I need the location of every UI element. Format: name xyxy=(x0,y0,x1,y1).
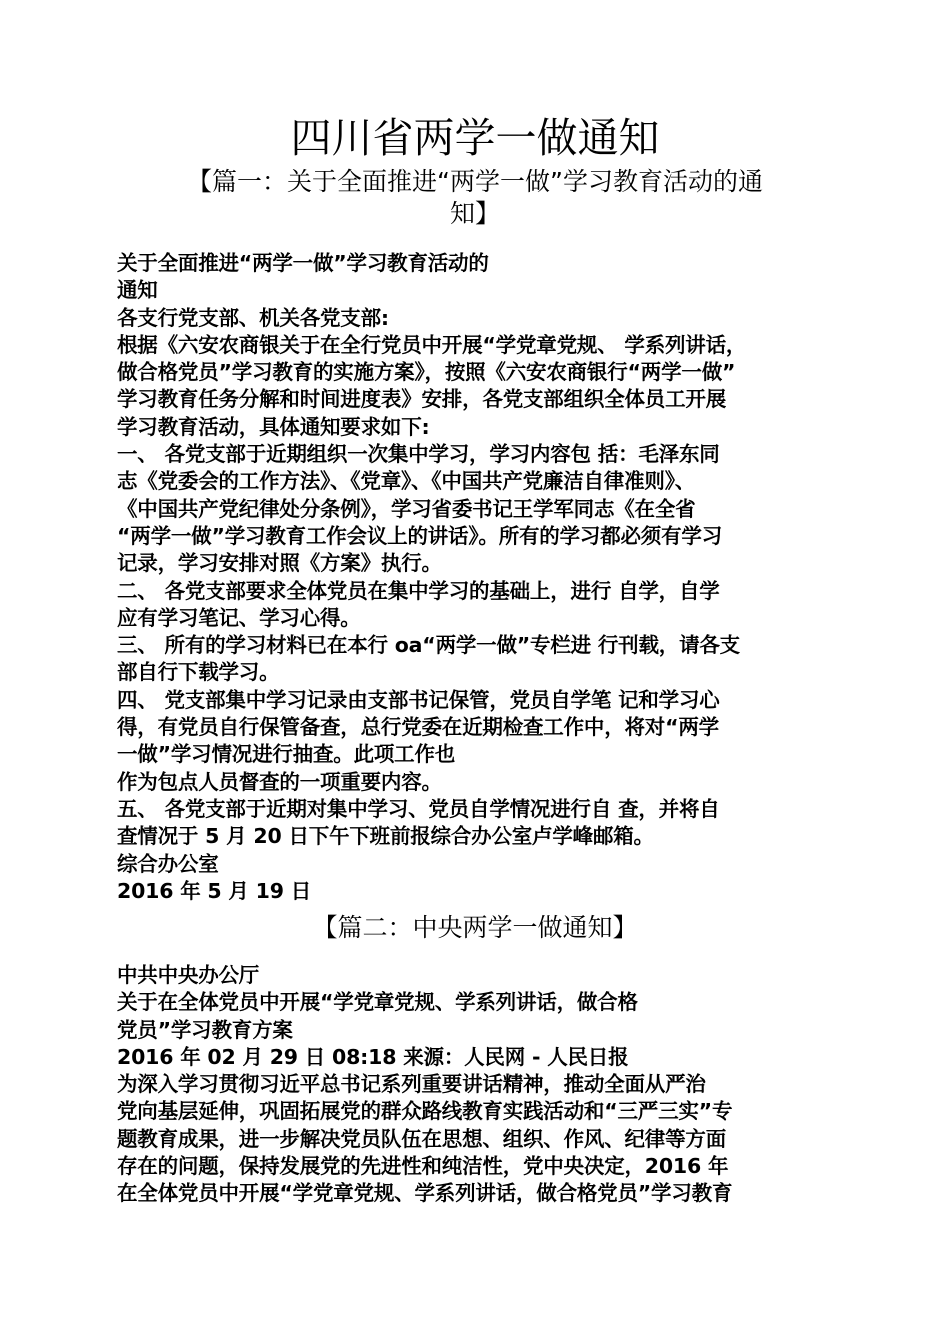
text-line: 中共中央办公厅 xyxy=(117,963,260,987)
text-line: 志《党委会的工作方法》、《党章》、《中国共产党廉洁自律准则》、 xyxy=(117,469,696,494)
part1-heading-line2: 知】 xyxy=(449,199,500,228)
text-line: 存在的问题，保持发展党的先进性和纯洁性，党中央决定，2016 年 xyxy=(117,1154,729,1179)
text-line: 一做”学习情况进行抽查。此项工作也 xyxy=(117,742,456,767)
document-title: 四川省两学一做通知 xyxy=(290,114,660,162)
signature-office: 综合办公室 xyxy=(117,851,219,876)
text-line: 五、 各党支部于近期对集中学习、党员自学情况进行自 查，并将自 xyxy=(117,796,720,821)
text-line: 记录，学习安排对照《方案》执行。 xyxy=(117,551,442,576)
text-line: 题教育成果，进一步解决党员队伍在思想、组织、作风、纪律等方面 xyxy=(117,1126,726,1151)
text-line: 做合格党员”学习教育的实施方案》，按照《六安农商银行“两学一做” xyxy=(117,360,736,385)
text-line: “两学一做”学习教育工作会议上的讲话》。所有的学习都必须有学习 xyxy=(117,523,722,548)
text-line: 《中国共产党纪律处分条例》，学习省委书记王学军同志《在全省 xyxy=(117,496,696,521)
text-line: 为深入学习贯彻习近平总书记系列重要讲话精神，推动全面从严治 xyxy=(117,1072,706,1097)
text-line: 学习教育活动，具体通知要求如下: xyxy=(117,414,430,439)
text-line: 作为包点人员督查的一项重要内容。 xyxy=(117,769,442,794)
text-line: 得，有党员自行保管备查，总行党委在近期检查工作中，将对“两学 xyxy=(117,715,719,740)
text-line: 学习教育任务分解和时间进度表》安排，各党支部组织全体员工开展 xyxy=(117,387,726,412)
text-line: 通知 xyxy=(117,278,158,303)
text-line: 关于全面推进“两学一做”学习教育活动的 xyxy=(117,251,489,275)
text-line: 部自行下载学习。 xyxy=(117,660,280,685)
text-line: 各支行党支部、机关各党支部: xyxy=(117,305,389,330)
text-line: 查情况于 5 月 20 日下午下班前报综合办公室卢学峰邮箱。 xyxy=(117,824,654,849)
part1-heading xyxy=(140,166,810,230)
text-line: 关于在全体党员中开展“学党章党规、学系列讲话，做合格 xyxy=(117,990,638,1015)
text-line: 党向基层延伸，巩固拓展党的群众路线教育实践活动和“三严三实”专 xyxy=(117,1099,733,1124)
text-line: 一、 各党支部于近期组织一次集中学习，学习内容包 括：毛泽东同 xyxy=(117,442,720,467)
part2-body xyxy=(117,962,852,1208)
part1-body xyxy=(117,250,852,905)
part1-heading-line1: 【篇一：关于全面推进“两学一做”学习教育活动的通 xyxy=(187,167,763,196)
text-line: 党员”学习教育方案 xyxy=(117,1017,293,1042)
text-line: 根据《六安农商银关于在全行党员中开展“学党章党规、 学系列讲话， xyxy=(117,332,747,357)
text-line: 二、 各党支部要求全体党员在集中学习的基础上，进行 自学，自学 xyxy=(117,578,720,603)
text-line: 在全体党员中开展“学党章党规、学系列讲话，做合格党员”学习教育 xyxy=(117,1181,733,1206)
text-line: 应有学习笔记、学习心得。 xyxy=(117,605,361,630)
part2-heading: 【篇二：中央两学一做通知】 xyxy=(312,913,638,942)
text-line: 四、 党支部集中学习记录由支部书记保管，党员自学笔 记和学习心 xyxy=(117,687,720,712)
source-line: 2016 年 02 月 29 日 08:18 来源：人民网 - 人民日报 xyxy=(117,1044,629,1069)
signature-date: 2016 年 5 月 19 日 xyxy=(117,878,312,903)
text-line: 三、 所有的学习材料已在本行 oa“两学一做”专栏进 行刊载，请各支 xyxy=(117,633,740,658)
